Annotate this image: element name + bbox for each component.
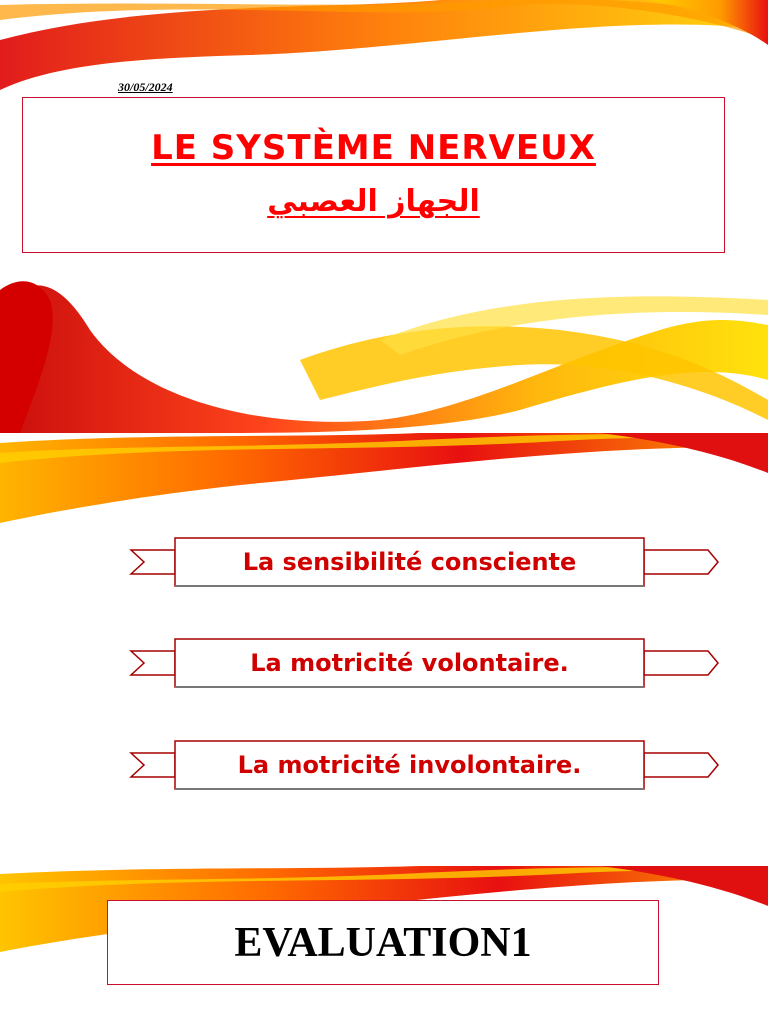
topic-item-1: [128, 537, 720, 587]
topic-label: La sensibilité consciente: [242, 548, 577, 576]
topic-label: La motricité volontaire.: [250, 649, 569, 677]
slide-topics: [0, 433, 768, 866]
topic-label: La motricité involontaire.: [237, 751, 582, 779]
date-label: 30/05/2024: [118, 80, 173, 94]
evaluation-title: EVALUATION1: [234, 920, 532, 966]
topic-item-3: [128, 740, 720, 790]
wave-decoration-top: [0, 433, 768, 553]
topic-item-2: [128, 638, 720, 688]
slide-title: [0, 0, 768, 433]
title-box: [22, 97, 725, 253]
page-title-arabic: الجهاز العصبي: [267, 184, 480, 219]
slide-evaluation: [0, 866, 768, 1024]
page-title: LE SYSTÈME NERVEUX: [151, 128, 596, 168]
evaluation-box: [107, 900, 659, 985]
